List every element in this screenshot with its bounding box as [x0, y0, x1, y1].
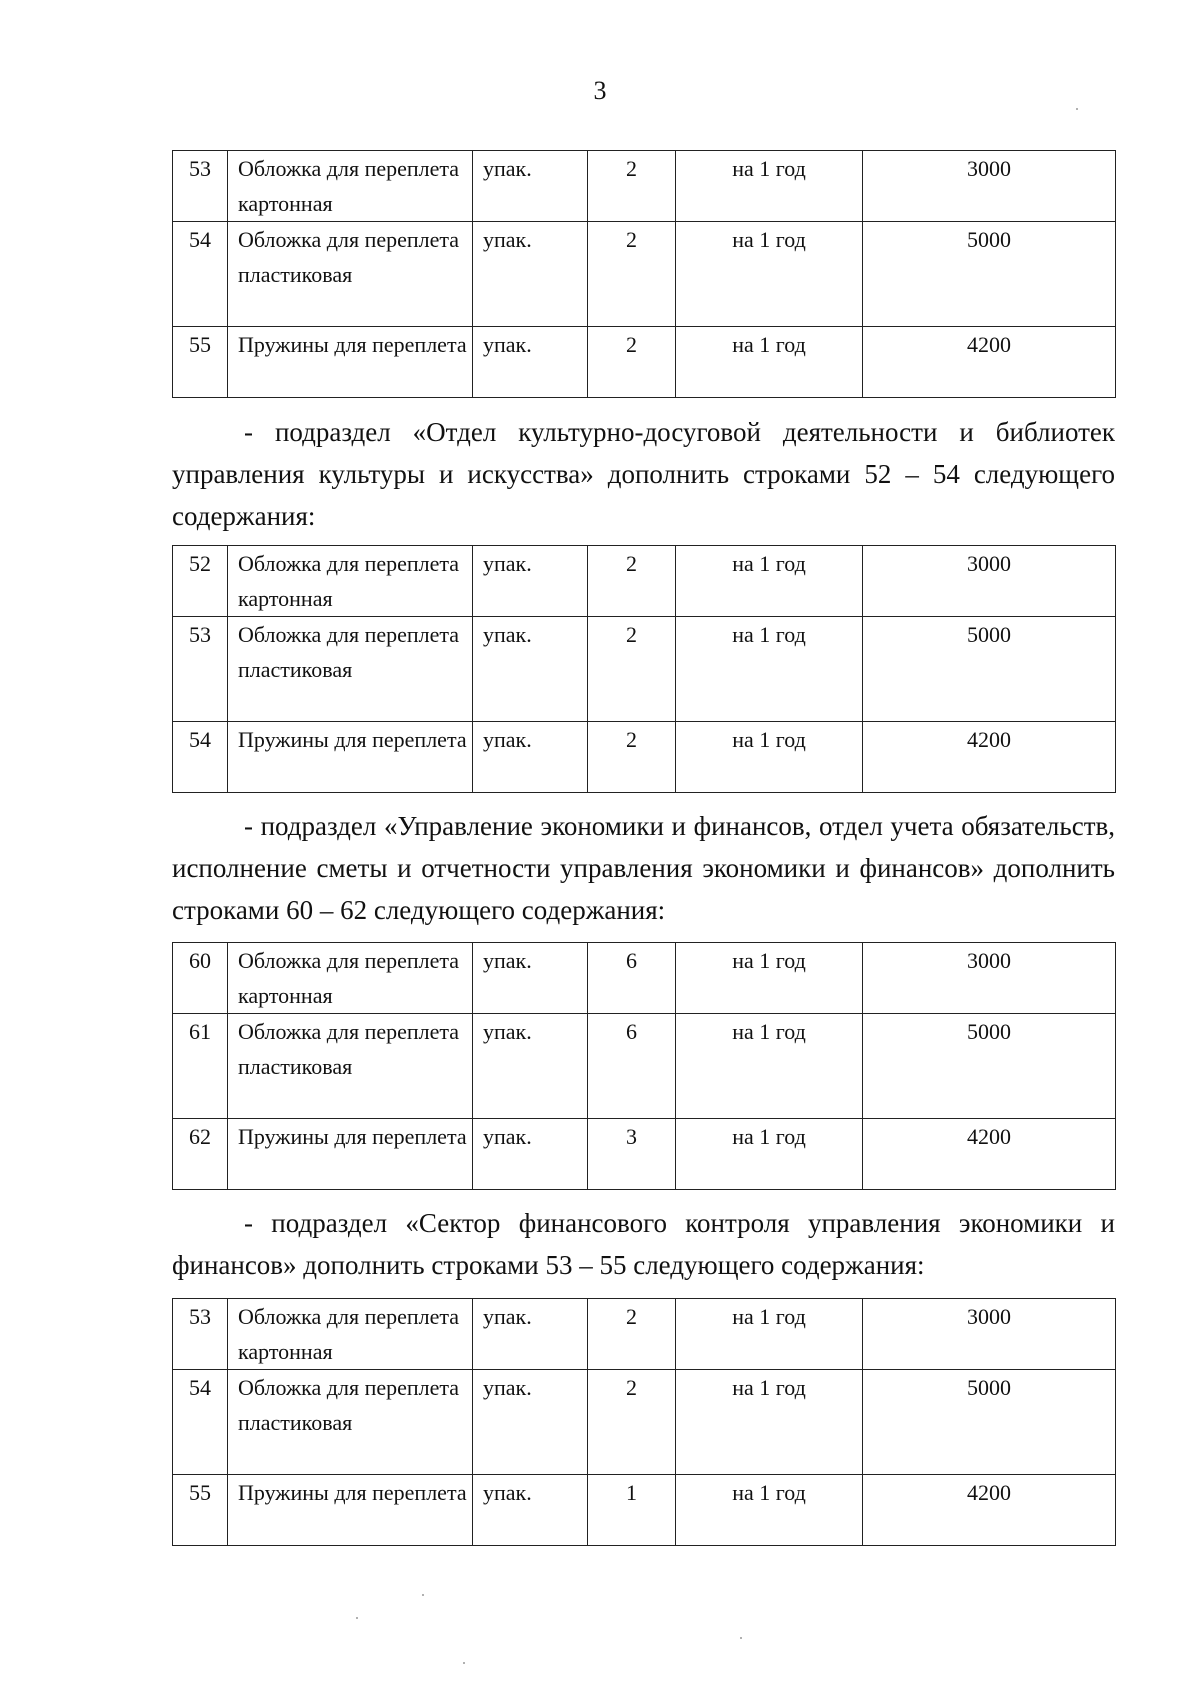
item-name: Пружины для переплета [228, 1475, 473, 1546]
item-price: 3000 [863, 1299, 1116, 1370]
item-unit: упак. [473, 1014, 588, 1119]
item-name: Пружины для переплета [228, 1119, 473, 1190]
item-unit: упак. [473, 546, 588, 617]
item-period: на 1 год [676, 1370, 863, 1475]
item-quantity: 2 [588, 1299, 676, 1370]
item-unit: упак. [473, 222, 588, 327]
item-unit: упак. [473, 151, 588, 222]
scan-speck [422, 1594, 424, 1596]
row-number: 53 [173, 617, 228, 722]
item-name: Обложка для переплета картонная [228, 151, 473, 222]
item-unit: упак. [473, 617, 588, 722]
item-price: 3000 [863, 943, 1116, 1014]
row-number: 62 [173, 1119, 228, 1190]
item-price: 4200 [863, 1475, 1116, 1546]
item-unit: упак. [473, 1475, 588, 1546]
paragraph-2 [172, 805, 1115, 931]
item-period: на 1 год [676, 722, 863, 793]
row-number: 55 [173, 1475, 228, 1546]
table-row [173, 1475, 1116, 1546]
row-number: 54 [173, 222, 228, 327]
item-period: на 1 год [676, 1119, 863, 1190]
item-period: на 1 год [676, 943, 863, 1014]
item-quantity: 2 [588, 222, 676, 327]
item-unit: упак. [473, 943, 588, 1014]
item-quantity: 2 [588, 546, 676, 617]
paragraph-text: - подраздел «Сектор финансового контроля управления экономики и финансов» дополнить строками 53 – 55 следующего содержания: [172, 1208, 1115, 1280]
item-unit: упак. [473, 1370, 588, 1475]
row-number: 61 [173, 1014, 228, 1119]
table-row [173, 327, 1116, 398]
item-period: на 1 год [676, 546, 863, 617]
table-row [173, 1119, 1116, 1190]
row-number: 52 [173, 546, 228, 617]
item-period: на 1 год [676, 617, 863, 722]
item-quantity: 2 [588, 617, 676, 722]
item-price: 4200 [863, 1119, 1116, 1190]
item-unit: упак. [473, 1119, 588, 1190]
row-number: 60 [173, 943, 228, 1014]
item-name: Обложка для переплета пластиковая [228, 1370, 473, 1475]
scan-speck [356, 1617, 358, 1619]
item-price: 3000 [863, 151, 1116, 222]
item-quantity: 6 [588, 1014, 676, 1119]
item-period: на 1 год [676, 327, 863, 398]
items-table-3 [172, 942, 1116, 1190]
items-table-1 [172, 150, 1116, 398]
item-name: Обложка для переплета пластиковая [228, 1014, 473, 1119]
table-row [173, 617, 1116, 722]
table-row [173, 1014, 1116, 1119]
item-price: 5000 [863, 222, 1116, 327]
item-unit: упак. [473, 1299, 588, 1370]
item-quantity: 3 [588, 1119, 676, 1190]
item-price: 5000 [863, 1370, 1116, 1475]
items-table-2 [172, 545, 1116, 793]
row-number: 54 [173, 722, 228, 793]
row-number: 55 [173, 327, 228, 398]
item-unit: упак. [473, 722, 588, 793]
paragraph-3 [172, 1202, 1115, 1286]
item-name: Пружины для переплета [228, 722, 473, 793]
page-number: 3 [593, 76, 607, 105]
item-quantity: 1 [588, 1475, 676, 1546]
item-unit: упак. [473, 327, 588, 398]
item-price: 5000 [863, 1014, 1116, 1119]
item-quantity: 2 [588, 722, 676, 793]
item-name: Обложка для переплета картонная [228, 943, 473, 1014]
items-table-4 [172, 1298, 1116, 1546]
table-row [173, 546, 1116, 617]
item-period: на 1 год [676, 1475, 863, 1546]
item-period: на 1 год [676, 1299, 863, 1370]
paragraph-text: - подраздел «Отдел культурно-досуговой деятельности и библиотек управления культуры и искусства» дополнить строками 52 – 54 следующего содержания: [172, 417, 1115, 531]
table-row [173, 1299, 1116, 1370]
paragraph-1 [172, 411, 1115, 537]
paragraph-text: - подраздел «Управление экономики и финансов, отдел учета обязательств, исполнение сметы и отчетности управления экономики и финансов» дополнить строками 60 – 62 следующего содержания: [172, 811, 1115, 925]
table-row [173, 151, 1116, 222]
item-quantity: 2 [588, 151, 676, 222]
item-name: Пружины для переплета [228, 327, 473, 398]
table-row [173, 943, 1116, 1014]
item-price: 4200 [863, 327, 1116, 398]
scan-speck [740, 1637, 742, 1639]
scan-speck [463, 1662, 465, 1664]
item-price: 5000 [863, 617, 1116, 722]
item-quantity: 6 [588, 943, 676, 1014]
row-number: 53 [173, 1299, 228, 1370]
item-period: на 1 год [676, 151, 863, 222]
item-name: Обложка для переплета картонная [228, 546, 473, 617]
table-row [173, 722, 1116, 793]
item-name: Обложка для переплета пластиковая [228, 222, 473, 327]
item-period: на 1 год [676, 222, 863, 327]
table-row [173, 222, 1116, 327]
item-name: Обложка для переплета картонная [228, 1299, 473, 1370]
item-quantity: 2 [588, 1370, 676, 1475]
item-price: 4200 [863, 722, 1116, 793]
item-price: 3000 [863, 546, 1116, 617]
row-number: 53 [173, 151, 228, 222]
item-name: Обложка для переплета пластиковая [228, 617, 473, 722]
item-quantity: 2 [588, 327, 676, 398]
row-number: 54 [173, 1370, 228, 1475]
scan-speck [1076, 108, 1078, 110]
item-period: на 1 год [676, 1014, 863, 1119]
table-row [173, 1370, 1116, 1475]
